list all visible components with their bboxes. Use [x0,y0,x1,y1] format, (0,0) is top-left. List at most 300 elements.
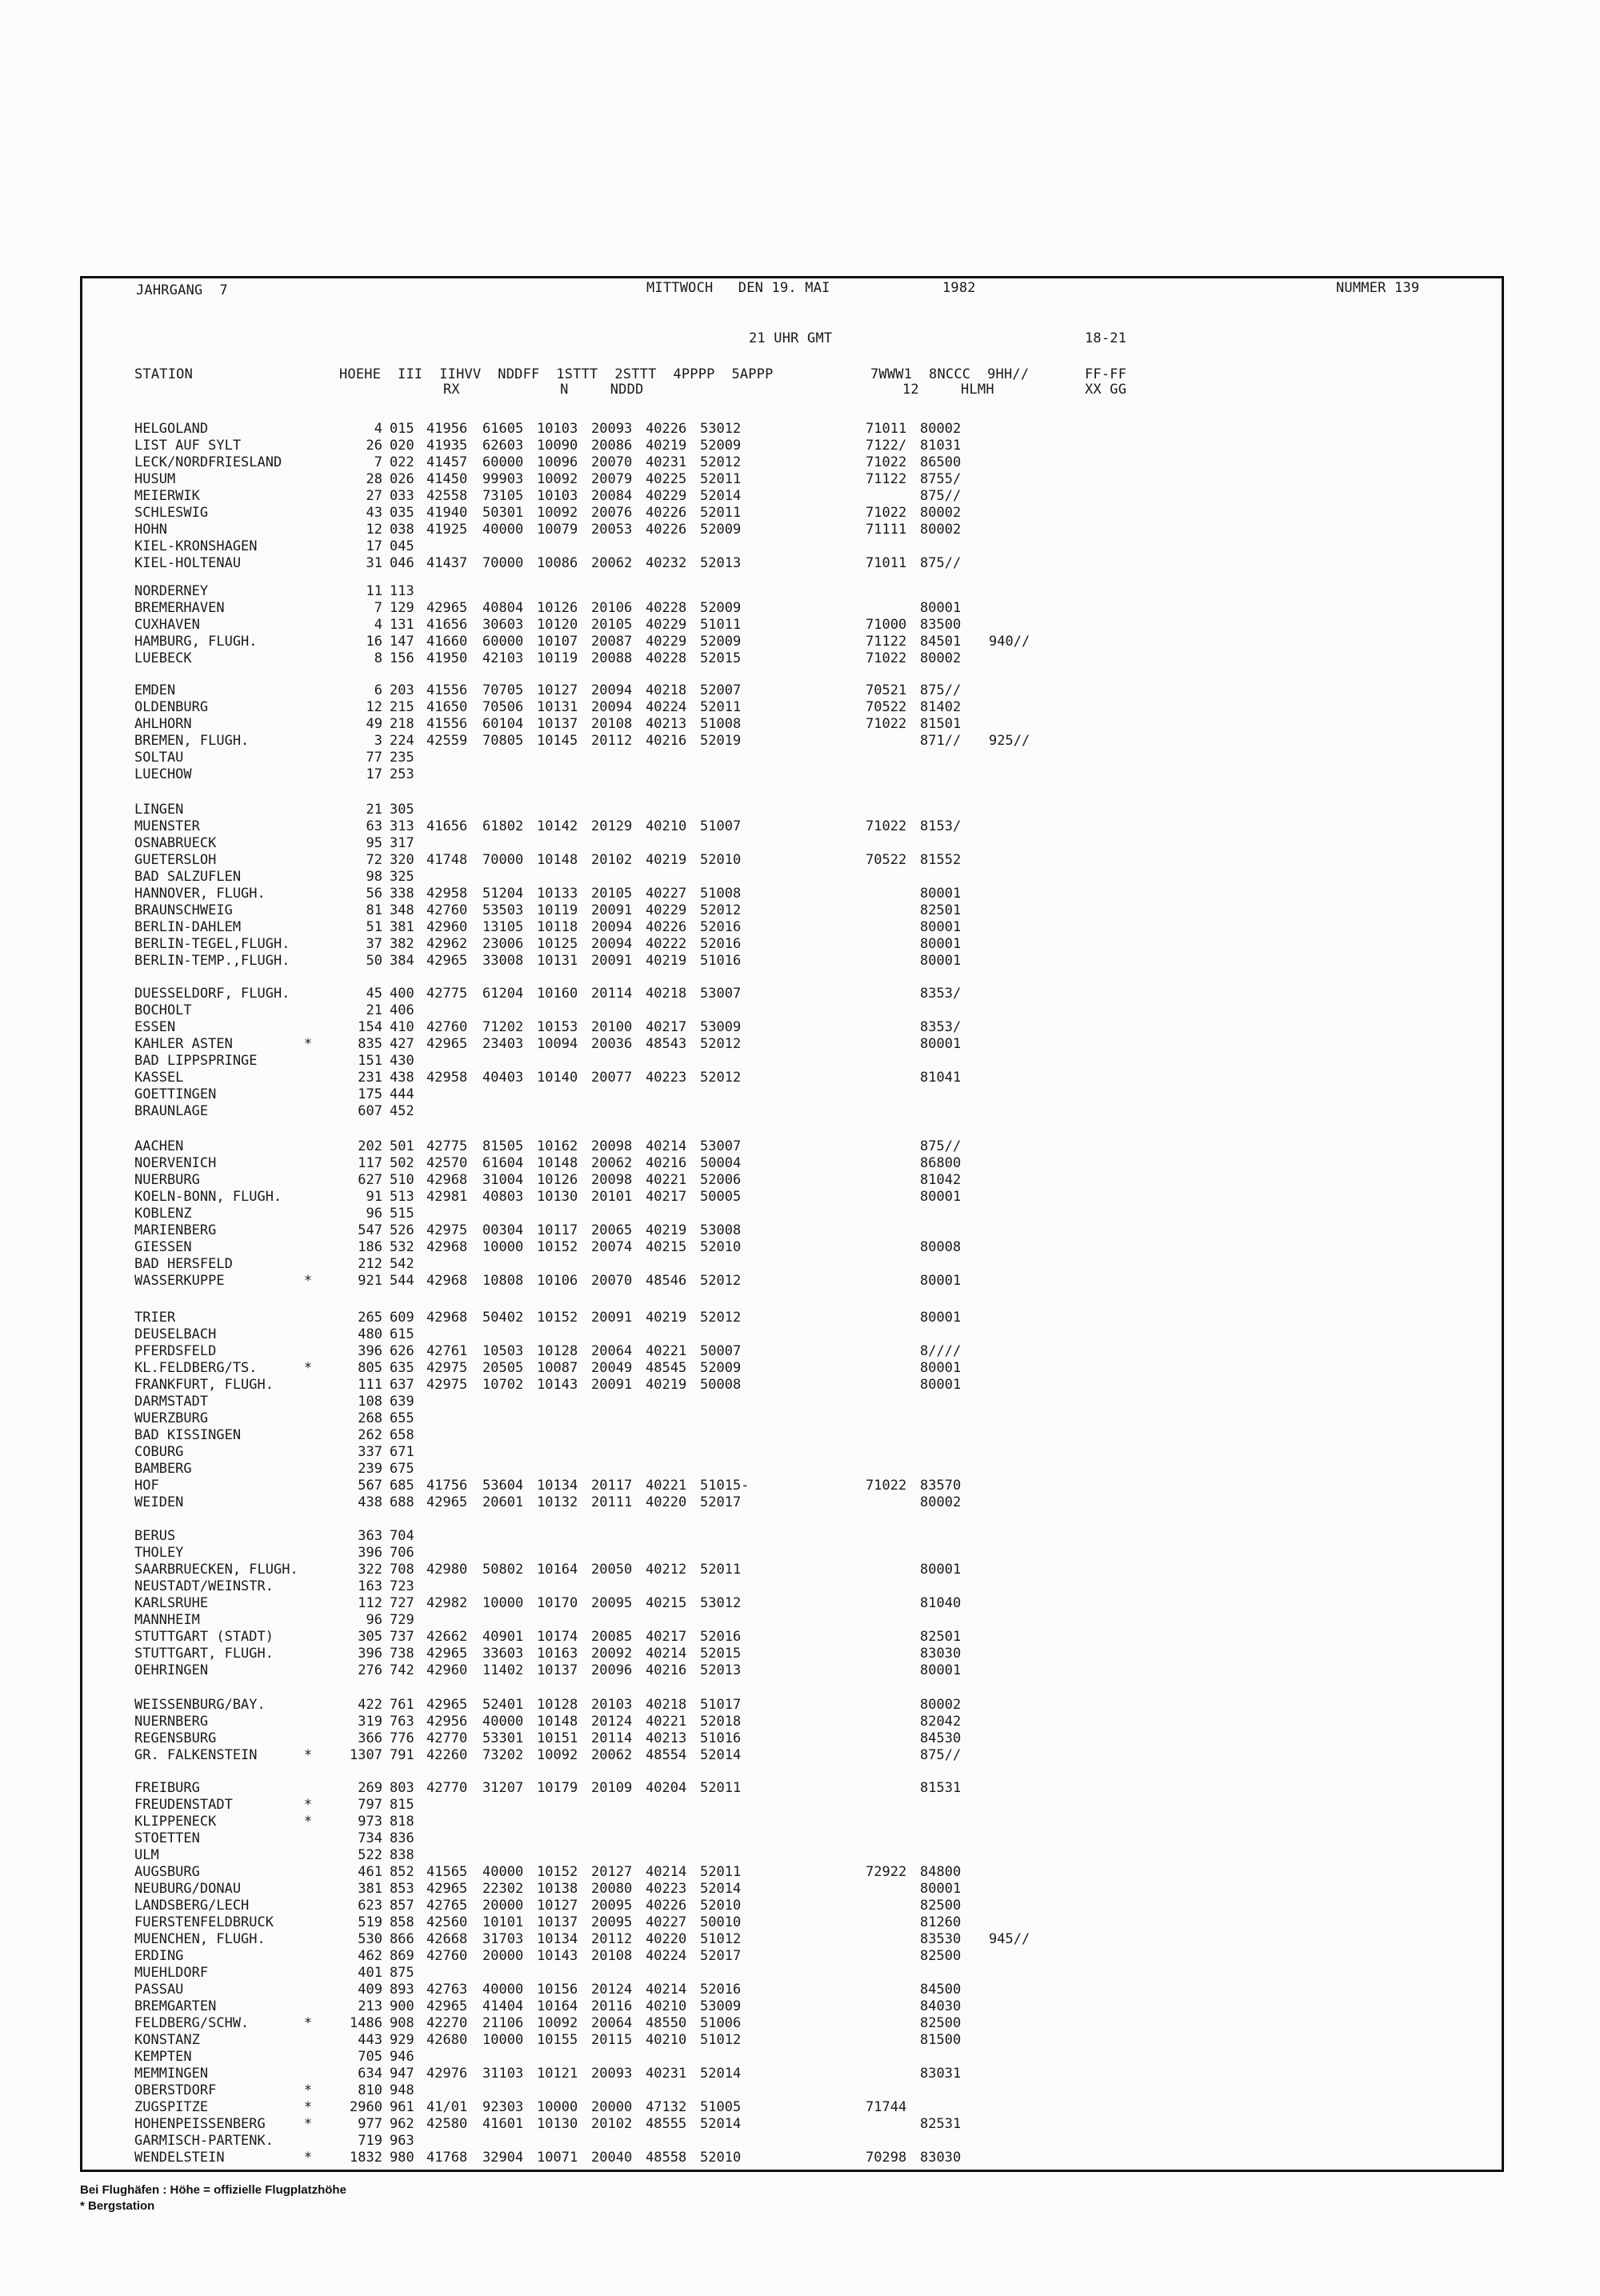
station-index: 836 [390,1830,414,1846]
station-index: 655 [390,1410,414,1426]
group-4pppp: 40221 [646,1343,687,1359]
group-5appp: 52010 [700,1239,742,1255]
station-name: DUESSELDORF, FLUGH. [134,986,290,1002]
group-5appp: 52014 [700,1881,742,1897]
station-name: WUERZBURG [134,1410,209,1426]
group-1sttt: 10174 [537,1629,578,1645]
group-8nccc: 80008 [920,1239,962,1255]
group-4pppp: 48545 [646,1360,687,1376]
station-height: 627 [358,1172,382,1188]
group-nddff: 10808 [482,1273,524,1289]
station-height: 623 [358,1898,382,1914]
station-index: 427 [390,1036,414,1052]
station-height: 202 [358,1138,382,1154]
station-name: BERLIN-TEGEL,FLUGH. [134,936,290,952]
group-iihvv: 42560 [426,1914,468,1930]
group-1sttt: 10134 [537,1478,578,1494]
station-index: 444 [390,1086,414,1102]
group-nddff: 70805 [482,733,524,749]
station-height: 3 [374,733,382,749]
group-1sttt: 10126 [537,600,578,616]
group-nddff: 61802 [482,818,524,834]
group-iihvv: 42976 [426,2066,468,2082]
station-name: BREMGARTEN [134,1998,217,2014]
group-4pppp: 40223 [646,1070,687,1086]
station-name: SAARBRUECKEN, FLUGH. [134,1562,298,1578]
group-4pppp: 47132 [646,2099,687,2115]
group-8nccc: 82501 [920,1629,962,1645]
group-5appp: 52016 [700,1629,742,1645]
group-1sttt: 10092 [537,471,578,487]
group-iihvv: 42558 [426,488,468,504]
group-8nccc: 82500 [920,1948,962,1964]
station-index: 131 [390,617,414,633]
group-iihvv: 41748 [426,852,468,868]
group-nddff: 40901 [482,1629,524,1645]
group-nddff: 20000 [482,1948,524,1964]
group-nddff: 50802 [482,1562,524,1578]
group-5appp: 52014 [700,2066,742,2082]
station-name: ESSEN [134,1019,176,1035]
station-height: 409 [358,1982,382,1998]
station-index: 526 [390,1222,414,1238]
group-5appp: 51012 [700,1931,742,1947]
group-nddff: 40804 [482,600,524,616]
group-8nccc: 86800 [920,1155,962,1171]
group-4pppp: 40220 [646,1931,687,1947]
group-5appp: 52010 [700,852,742,868]
group-1sttt: 10148 [537,1714,578,1730]
group-nddff: 21106 [482,2015,524,2031]
station-index: 542 [390,1256,414,1272]
station-name: OSNABRUECK [134,835,217,851]
group-5appp: 52012 [700,1070,742,1086]
station-name: OLDENBURG [134,699,209,715]
group-8nccc: 8353/ [920,1019,962,1035]
group-2sttt: 20064 [591,2015,633,2031]
group-iihvv: 42968 [426,1239,468,1255]
station-index: 381 [390,919,414,935]
group-2sttt: 20101 [591,1189,633,1205]
group-7wwww: 71011 [866,421,907,437]
group-9hh: 940// [989,634,1030,650]
station-height: 805 [358,1360,382,1376]
group-2sttt: 20112 [591,733,633,749]
group-iihvv: 42982 [426,1595,468,1611]
group-1sttt: 10121 [537,2066,578,2082]
group-4pppp: 40215 [646,1595,687,1611]
group-4pppp: 40221 [646,1478,687,1494]
group-2sttt: 20103 [591,1697,633,1713]
station-height: 91 [366,1189,382,1205]
group-7wwww: 71000 [866,617,907,633]
station-index: 147 [390,634,414,650]
group-8nccc: 875// [920,488,962,504]
group-7wwww: 71744 [866,2099,907,2115]
group-8nccc: 83530 [920,1931,962,1947]
group-8nccc: 875// [920,682,962,698]
station-index: 513 [390,1189,414,1205]
group-nddff: 41601 [482,2116,524,2132]
group-4pppp: 40219 [646,1310,687,1326]
station-height: 337 [358,1444,382,1460]
time-range: 18-21 [1085,330,1127,346]
station-index: 615 [390,1326,414,1342]
station-height: 11 [366,583,382,599]
group-4pppp: 48558 [646,2150,687,2166]
group-8nccc: 8353/ [920,986,962,1002]
group-iihvv: 42765 [426,1898,468,1914]
group-2sttt: 20095 [591,1898,633,1914]
group-nddff: 60104 [482,716,524,732]
station-height: 1486 [350,2015,382,2031]
group-4pppp: 40224 [646,699,687,715]
station-height: 112 [358,1595,382,1611]
group-4pppp: 40219 [646,953,687,969]
footnote-airports: Bei Flughäfen : Höhe = offizielle Flugplatzhöhe [80,2183,346,2197]
station-index: 224 [390,733,414,749]
station-index: 637 [390,1377,414,1393]
station-height: 12 [366,522,382,538]
group-iihvv: 42770 [426,1730,468,1746]
station-height: 366 [358,1730,382,1746]
station-name: SCHLESWIG [134,505,209,521]
group-8nccc: 81040 [920,1595,962,1611]
group-2sttt: 20000 [591,2099,633,2115]
station-name: KL.FELDBERG/TS. [134,1360,258,1376]
station-index: 510 [390,1172,414,1188]
group-5appp: 52009 [700,522,742,538]
group-5appp: 51011 [700,617,742,633]
group-2sttt: 20105 [591,886,633,902]
station-index: 022 [390,454,414,470]
group-nddff: 31004 [482,1172,524,1188]
group-iihvv: 42975 [426,1360,468,1376]
station-index: 866 [390,1931,414,1947]
group-iihvv: 42260 [426,1747,468,1763]
group-2sttt: 20094 [591,699,633,715]
group-nddff: 71202 [482,1019,524,1035]
station-index: 708 [390,1562,414,1578]
group-7wwww: 70522 [866,852,907,868]
group-4pppp: 40225 [646,471,687,487]
mountain-station-marker: * [303,2150,313,2166]
station-height: 37 [366,936,382,952]
group-4pppp: 48546 [646,1273,687,1289]
station-height: 443 [358,2032,382,2048]
station-name: MARIENBERG [134,1222,217,1238]
station-name: KOELN-BONN, FLUGH. [134,1189,282,1205]
group-8nccc: 83031 [920,2066,962,2082]
group-1sttt: 10163 [537,1646,578,1662]
station-index: 963 [390,2133,414,2149]
group-nddff: 61604 [482,1155,524,1171]
group-8nccc: 81402 [920,699,962,715]
group-5appp: 51015- [700,1478,750,1494]
station-height: 28 [366,471,382,487]
station-height: 276 [358,1662,382,1678]
group-2sttt: 20111 [591,1494,633,1510]
group-nddff: 70000 [482,555,524,571]
station-index: 438 [390,1070,414,1086]
group-5appp: 52011 [700,699,742,715]
station-name: AACHEN [134,1138,184,1154]
station-name: WENDELSTEIN [134,2150,225,2166]
station-height: 268 [358,1410,382,1426]
group-2sttt: 20124 [591,1714,633,1730]
station-index: 980 [390,2150,414,2166]
station-index: 382 [390,936,414,952]
group-7wwww: 71022 [866,818,907,834]
group-8nccc: 80001 [920,1273,962,1289]
station-index: 738 [390,1646,414,1662]
group-5appp: 52011 [700,1864,742,1880]
group-nddff: 70506 [482,699,524,715]
group-8nccc: 875// [920,1138,962,1154]
group-nddff: 31207 [482,1780,524,1796]
group-8nccc: 875// [920,1747,962,1763]
group-4pppp: 40226 [646,421,687,437]
group-iihvv: 42981 [426,1189,468,1205]
group-4pppp: 40229 [646,902,687,918]
station-height: 381 [358,1881,382,1897]
group-5appp: 52011 [700,1780,742,1796]
station-name: STUTTGART, FLUGH. [134,1646,274,1662]
group-8nccc: 80001 [920,1189,962,1205]
group-2sttt: 20076 [591,505,633,521]
group-4pppp: 40218 [646,682,687,698]
group-5appp: 52017 [700,1948,742,1964]
group-5appp: 52009 [700,1360,742,1376]
group-iihvv: 42580 [426,2116,468,2132]
station-height: 111 [358,1377,382,1393]
group-5appp: 52009 [700,634,742,650]
station-name: ULM [134,1847,159,1863]
group-2sttt: 20094 [591,682,633,698]
station-index: 900 [390,1998,414,2014]
group-4pppp: 40210 [646,1998,687,2014]
station-height: 438 [358,1494,382,1510]
station-name: GIESSEN [134,1239,192,1255]
group-5appp: 51007 [700,818,742,834]
group-1sttt: 10133 [537,886,578,902]
station-index: 818 [390,1814,414,1830]
group-nddff: 31703 [482,1931,524,1947]
group-iihvv: 42760 [426,1948,468,1964]
group-2sttt: 20117 [591,1478,633,1494]
group-iihvv: 42775 [426,986,468,1002]
station-height: 95 [366,835,382,851]
station-index: 235 [390,750,414,766]
group-iihvv: 41950 [426,650,468,666]
group-8nccc: 80001 [920,936,962,952]
group-nddff: 20601 [482,1494,524,1510]
group-nddff: 10101 [482,1914,524,1930]
group-1sttt: 10152 [537,1310,578,1326]
station-height: 835 [358,1036,382,1052]
station-index: 015 [390,421,414,437]
group-1sttt: 10118 [537,919,578,935]
station-name: BREMEN, FLUGH. [134,733,250,749]
group-5appp: 52016 [700,936,742,952]
column-header-line-2: RX N NDDD [443,382,644,398]
group-5appp: 52011 [700,471,742,487]
group-1sttt: 10148 [537,852,578,868]
group-4pppp: 40214 [646,1646,687,1662]
station-name: DEUSELBACH [134,1326,217,1342]
station-name: KLIPPENECK [134,1814,217,1830]
station-name: AUGSBURG [134,1864,200,1880]
group-8nccc: 80002 [920,421,962,437]
group-8nccc: 80002 [920,522,962,538]
station-height: 27 [366,488,382,504]
group-iihvv: 42680 [426,2032,468,2048]
station-index: 035 [390,505,414,521]
station-index: 033 [390,488,414,504]
station-index: 704 [390,1528,414,1544]
group-nddff: 99903 [482,471,524,487]
group-7wwww: 71022 [866,454,907,470]
group-4pppp: 48550 [646,2015,687,2031]
group-2sttt: 20065 [591,1222,633,1238]
station-index: 908 [390,2015,414,2031]
group-7wwww: 71111 [866,522,907,538]
group-4pppp: 40219 [646,438,687,454]
station-name: OBERSTDORF [134,2082,217,2098]
station-index: 046 [390,555,414,571]
group-nddff: 52401 [482,1697,524,1713]
station-index: 635 [390,1360,414,1376]
footnote-mountain-station: * Bergstation [80,2199,155,2213]
group-1sttt: 10137 [537,716,578,732]
station-height: 72 [366,852,382,868]
station-name: KIEL-HOLTENAU [134,555,242,571]
group-iihvv: 42975 [426,1377,468,1393]
group-5appp: 52012 [700,1310,742,1326]
group-2sttt: 20096 [591,1662,633,1678]
station-index: 852 [390,1864,414,1880]
group-4pppp: 40212 [646,1562,687,1578]
group-8nccc: 84030 [920,1998,962,2014]
station-index: 803 [390,1780,414,1796]
station-name: GUETERSLOH [134,852,217,868]
station-index: 045 [390,538,414,554]
station-index: 791 [390,1747,414,1763]
station-height: 269 [358,1780,382,1796]
group-2sttt: 20092 [591,1646,633,1662]
group-1sttt: 10127 [537,1898,578,1914]
group-1sttt: 10090 [537,438,578,454]
station-name: MEIERWIK [134,488,200,504]
group-iihvv: 42968 [426,1273,468,1289]
station-height: 7 [374,600,382,616]
group-nddff: 81505 [482,1138,524,1154]
group-2sttt: 20084 [591,488,633,504]
station-index: 962 [390,2116,414,2132]
station-height: 734 [358,1830,382,1846]
group-4pppp: 40216 [646,1662,687,1678]
group-nddff: 50402 [482,1310,524,1326]
station-index: 875 [390,1965,414,1981]
group-2sttt: 20091 [591,902,633,918]
group-iihvv: 42980 [426,1562,468,1578]
group-2sttt: 20091 [591,953,633,969]
group-2sttt: 20077 [591,1070,633,1086]
group-4pppp: 40223 [646,1881,687,1897]
station-name: AHLHORN [134,716,192,732]
group-5appp: 52019 [700,733,742,749]
group-iihvv: 41768 [426,2150,468,2166]
group-8nccc: 81531 [920,1780,962,1796]
date-line: MITTWOCH DEN 19. MAI [646,280,830,296]
group-iihvv: 41656 [426,818,468,834]
group-2sttt: 20062 [591,1747,633,1763]
group-nddff: 33603 [482,1646,524,1662]
station-name: BRAUNSCHWEIG [134,902,233,918]
group-4pppp: 48554 [646,1747,687,1763]
group-8nccc: 80002 [920,1494,962,1510]
station-name: EMDEN [134,682,176,698]
group-1sttt: 10103 [537,421,578,437]
group-8nccc: 83030 [920,1646,962,1662]
group-1sttt: 10140 [537,1070,578,1086]
station-height: 461 [358,1864,382,1880]
group-1sttt: 10153 [537,1019,578,1035]
group-4pppp: 40231 [646,454,687,470]
group-1sttt: 10096 [537,454,578,470]
group-nddff: 70000 [482,852,524,868]
station-name: KAHLER ASTEN [134,1036,233,1052]
station-height: 96 [366,1206,382,1222]
group-nddff: 40403 [482,1070,524,1086]
mountain-station-marker: * [303,1273,313,1289]
station-index: 026 [390,471,414,487]
group-8nccc: 80001 [920,1377,962,1393]
group-iihvv: 42761 [426,1343,468,1359]
group-2sttt: 20062 [591,555,633,571]
station-name: HUSUM [134,471,176,487]
group-5appp: 52012 [700,454,742,470]
group-iihvv: 42965 [426,600,468,616]
group-8nccc: 81500 [920,2032,962,2048]
group-5appp: 52018 [700,1714,742,1730]
station-index: 929 [390,2032,414,2048]
group-nddff: 61605 [482,421,524,437]
group-1sttt: 10087 [537,1360,578,1376]
group-4pppp: 40204 [646,1780,687,1796]
group-4pppp: 40229 [646,488,687,504]
group-2sttt: 20064 [591,1343,633,1359]
group-iihvv: 42270 [426,2015,468,2031]
mountain-station-marker: * [303,2015,313,2031]
group-8nccc: 82500 [920,2015,962,2031]
station-height: 607 [358,1103,382,1119]
group-5appp: 50004 [700,1155,742,1171]
group-iihvv: 41457 [426,454,468,470]
station-name: FUERSTENFELDBRUCK [134,1914,274,1930]
group-5appp: 52014 [700,2116,742,2132]
group-1sttt: 10106 [537,1273,578,1289]
group-5appp: 51016 [700,1730,742,1746]
station-height: 231 [358,1070,382,1086]
mountain-station-marker: * [303,2082,313,2098]
group-8nccc: 8//// [920,1343,962,1359]
group-iihvv: 42668 [426,1931,468,1947]
group-5appp: 52010 [700,2150,742,2166]
station-index: 853 [390,1881,414,1897]
group-5appp: 52015 [700,1646,742,1662]
station-index: 038 [390,522,414,538]
